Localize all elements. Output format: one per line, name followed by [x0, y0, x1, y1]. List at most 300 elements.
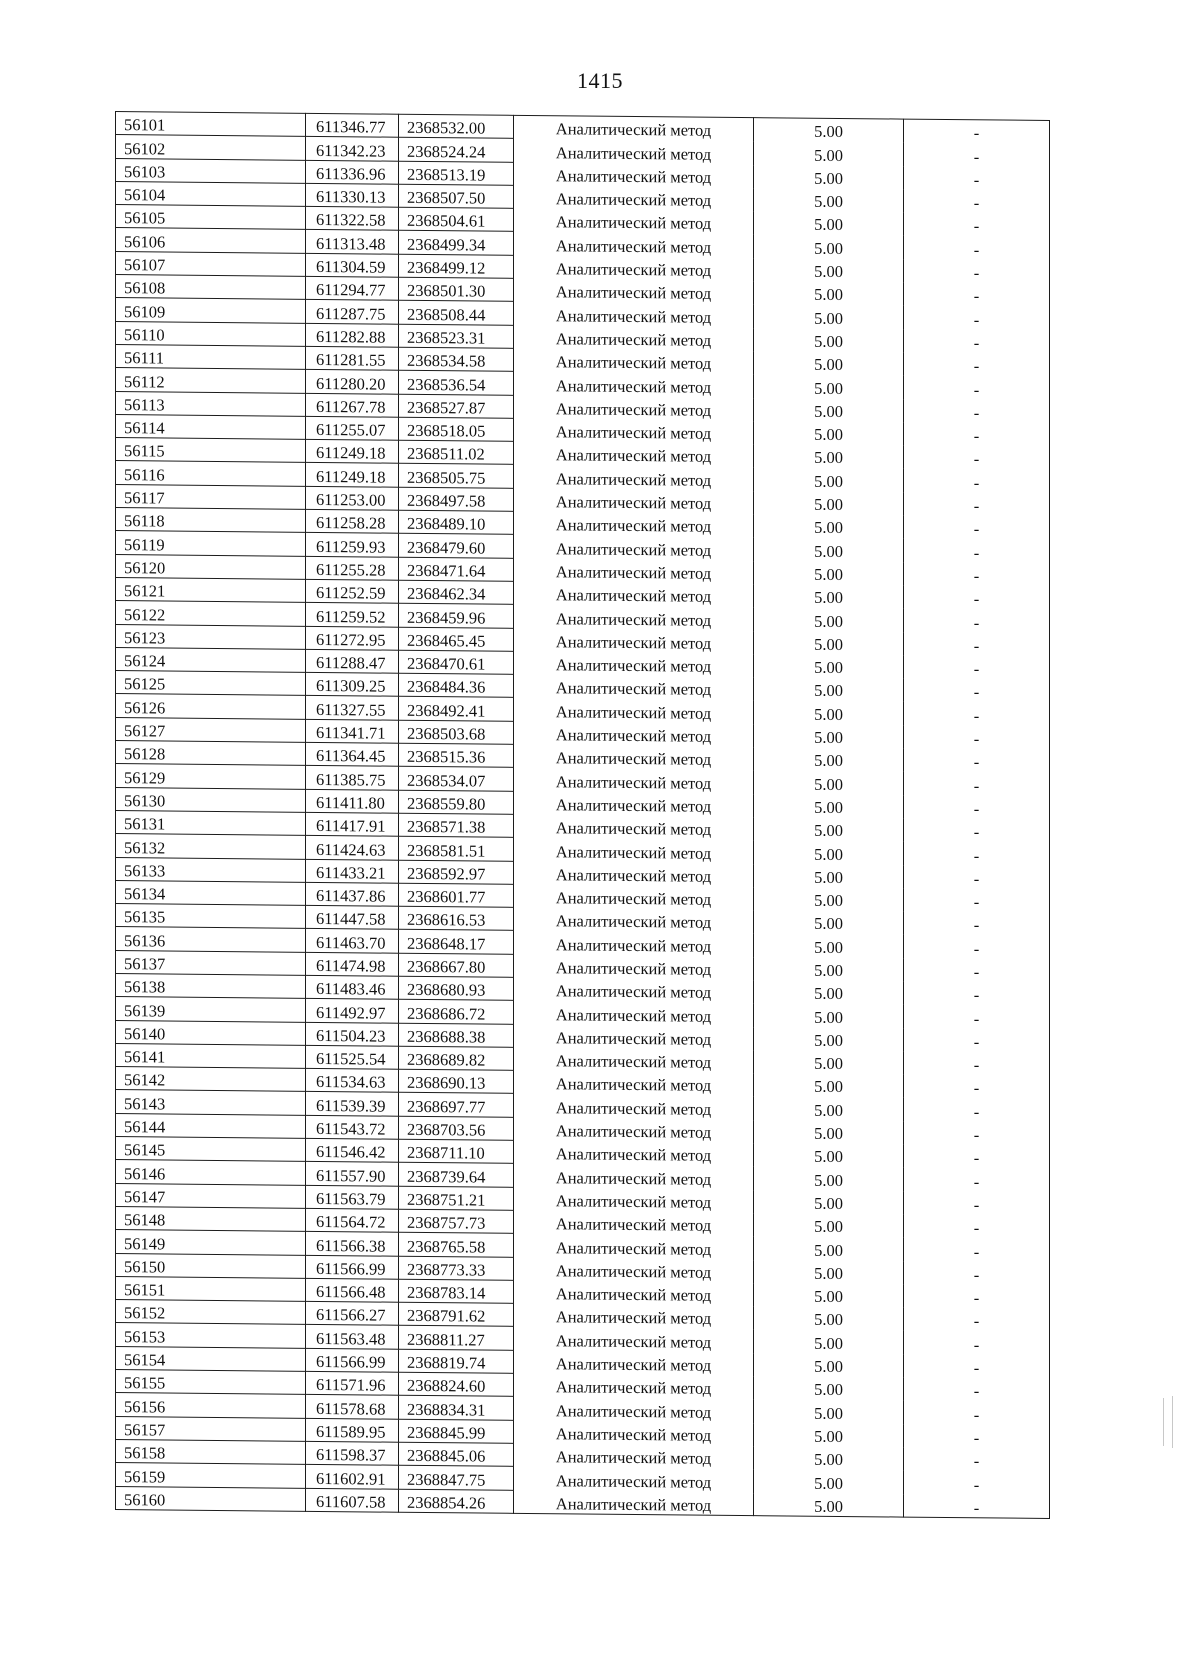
x-coordinate-cell: 611280.20: [306, 370, 399, 394]
point-id-cell: 56129: [116, 764, 306, 789]
y-coordinate-cell: 2368688.38: [399, 1023, 514, 1047]
method-cell: Аналитический метод: [514, 1420, 754, 1446]
dash-cell: -: [904, 1424, 1050, 1449]
method-cell: Аналитический метод: [514, 977, 754, 1003]
accuracy-cell: 5.00: [754, 1306, 904, 1331]
method-cell: Аналитический метод: [514, 348, 754, 374]
x-coordinate-cell: 611282.88: [306, 323, 399, 347]
dash-cell: -: [904, 212, 1050, 237]
dash-cell: -: [904, 888, 1050, 913]
point-id-cell: 56105: [116, 205, 306, 230]
dash-cell: -: [904, 911, 1050, 936]
x-coordinate-cell: 611417.91: [306, 812, 399, 836]
y-coordinate-cell: 2368505.75: [399, 464, 514, 488]
accuracy-cell: 5.00: [754, 1166, 904, 1191]
point-id-cell: 56158: [116, 1439, 306, 1464]
point-id-cell: 56148: [116, 1206, 306, 1231]
method-cell: Аналитический метод: [514, 768, 754, 794]
method-cell: Аналитический метод: [514, 838, 754, 864]
y-coordinate-cell: 2368471.64: [399, 557, 514, 581]
x-coordinate-cell: 611534.63: [306, 1069, 399, 1093]
dash-cell: -: [904, 795, 1050, 820]
accuracy-cell: 5.00: [754, 420, 904, 445]
dash-cell: -: [904, 1167, 1050, 1192]
y-coordinate-cell: 2368592.97: [399, 860, 514, 884]
page-number: 1415: [577, 68, 623, 93]
point-id-cell: 56145: [116, 1137, 306, 1162]
dash-cell: -: [904, 934, 1050, 959]
dash-cell: -: [904, 1098, 1050, 1123]
x-coordinate-cell: 611272.95: [306, 626, 399, 650]
dash-cell: -: [904, 236, 1050, 261]
y-coordinate-cell: 2368703.56: [399, 1116, 514, 1140]
method-cell: Аналитический метод: [514, 209, 754, 235]
point-id-cell: 56120: [116, 554, 306, 579]
x-coordinate-cell: 611336.96: [306, 160, 399, 184]
dash-cell: -: [904, 282, 1050, 307]
point-id-cell: 56138: [116, 973, 306, 998]
point-id-cell: 56114: [116, 414, 306, 439]
method-cell: Аналитический метод: [514, 278, 754, 304]
dash-cell: -: [904, 748, 1050, 773]
method-cell: Аналитический метод: [514, 1303, 754, 1329]
method-cell: Аналитический метод: [514, 535, 754, 561]
coordinates-table: [115, 111, 1050, 1519]
accuracy-cell: 5.00: [754, 1469, 904, 1494]
accuracy-cell: 5.00: [754, 397, 904, 422]
x-coordinate-cell: 611255.07: [306, 416, 399, 440]
x-coordinate-cell: 611255.28: [306, 556, 399, 580]
y-coordinate-cell: 2368667.80: [399, 953, 514, 977]
method-cell: Аналитический метод: [514, 1443, 754, 1469]
y-coordinate-cell: 2368791.62: [399, 1302, 514, 1326]
accuracy-cell: 5.00: [754, 1003, 904, 1028]
dash-cell: -: [904, 1307, 1050, 1332]
accuracy-cell: 5.00: [754, 188, 904, 213]
dash-cell: -: [904, 562, 1050, 587]
accuracy-cell: 5.00: [754, 653, 904, 678]
accuracy-cell: 5.00: [754, 1236, 904, 1261]
y-coordinate-cell: 2368523.31: [399, 324, 514, 348]
method-cell: Аналитический метод: [514, 511, 754, 537]
method-cell: Аналитический метод: [514, 674, 754, 700]
accuracy-cell: 5.00: [754, 1492, 904, 1517]
y-coordinate-cell: 2368690.13: [399, 1069, 514, 1093]
method-cell: Аналитический метод: [514, 372, 754, 398]
method-cell: Аналитический метод: [514, 558, 754, 584]
point-id-cell: 56104: [116, 181, 306, 206]
y-coordinate-cell: 2368757.73: [399, 1209, 514, 1233]
point-id-cell: 56153: [116, 1323, 306, 1348]
x-coordinate-cell: 611463.70: [306, 929, 399, 953]
dash-cell: -: [904, 1447, 1050, 1472]
x-coordinate-cell: 611566.99: [306, 1348, 399, 1372]
method-cell: Аналитический метод: [514, 744, 754, 770]
x-coordinate-cell: 611437.86: [306, 882, 399, 906]
dash-cell: -: [904, 818, 1050, 843]
dash-cell: -: [904, 469, 1050, 494]
y-coordinate-cell: 2368739.64: [399, 1163, 514, 1187]
x-coordinate-cell: 611602.91: [306, 1465, 399, 1489]
y-coordinate-cell: 2368680.93: [399, 976, 514, 1000]
accuracy-cell: 5.00: [754, 1119, 904, 1144]
accuracy-cell: 5.00: [754, 1143, 904, 1168]
x-coordinate-cell: 611346.77: [306, 113, 399, 137]
x-coordinate-cell: 611253.00: [306, 486, 399, 510]
x-coordinate-cell: 611571.96: [306, 1371, 399, 1395]
y-coordinate-cell: 2368497.58: [399, 487, 514, 511]
method-cell: Аналитический метод: [514, 628, 754, 654]
x-coordinate-cell: 611259.52: [306, 603, 399, 627]
dash-cell: -: [904, 678, 1050, 703]
y-coordinate-cell: 2368697.77: [399, 1093, 514, 1117]
dash-cell: -: [904, 608, 1050, 633]
method-cell: Аналитический метод: [514, 907, 754, 933]
x-coordinate-cell: 611304.59: [306, 253, 399, 277]
point-id-cell: 56134: [116, 880, 306, 905]
y-coordinate-cell: 2368489.10: [399, 510, 514, 534]
x-coordinate-cell: 611589.95: [306, 1418, 399, 1442]
point-id-cell: 56157: [116, 1416, 306, 1441]
y-coordinate-cell: 2368484.36: [399, 673, 514, 697]
point-id-cell: 56103: [116, 158, 306, 183]
y-coordinate-cell: 2368751.21: [399, 1186, 514, 1210]
scan-mark: [1163, 1398, 1164, 1446]
point-id-cell: 56144: [116, 1113, 306, 1138]
accuracy-cell: 5.00: [754, 1446, 904, 1471]
x-coordinate-cell: 611566.99: [306, 1255, 399, 1279]
y-coordinate-cell: 2368571.38: [399, 813, 514, 837]
x-coordinate-cell: 611607.58: [306, 1488, 399, 1512]
method-cell: Аналитический метод: [514, 954, 754, 980]
dash-cell: -: [904, 771, 1050, 796]
x-coordinate-cell: 611504.23: [306, 1022, 399, 1046]
y-coordinate-cell: 2368765.58: [399, 1232, 514, 1256]
accuracy-cell: 5.00: [754, 118, 904, 143]
point-id-cell: 56115: [116, 438, 306, 463]
dash-cell: -: [904, 981, 1050, 1006]
point-id-cell: 56117: [116, 484, 306, 509]
y-coordinate-cell: 2368536.54: [399, 370, 514, 394]
x-coordinate-cell: 611598.37: [306, 1441, 399, 1465]
accuracy-cell: 5.00: [754, 770, 904, 795]
x-coordinate-cell: 611252.59: [306, 579, 399, 603]
accuracy-cell: 5.00: [754, 327, 904, 352]
point-id-cell: 56150: [116, 1253, 306, 1278]
y-coordinate-cell: 2368501.30: [399, 277, 514, 301]
accuracy-cell: 5.00: [754, 537, 904, 562]
accuracy-cell: 5.00: [754, 211, 904, 236]
method-cell: Аналитический метод: [514, 395, 754, 421]
accuracy-cell: 5.00: [754, 351, 904, 376]
x-coordinate-cell: 611447.58: [306, 905, 399, 929]
dash-cell: -: [904, 958, 1050, 983]
accuracy-cell: 5.00: [754, 234, 904, 259]
x-coordinate-cell: 611566.38: [306, 1232, 399, 1256]
y-coordinate-cell: 2368462.34: [399, 580, 514, 604]
point-id-cell: 56109: [116, 298, 306, 323]
point-id-cell: 56152: [116, 1300, 306, 1325]
y-coordinate-cell: 2368854.26: [399, 1489, 514, 1513]
method-cell: Аналитический метод: [514, 139, 754, 165]
accuracy-cell: 5.00: [754, 560, 904, 585]
dash-cell: -: [904, 119, 1050, 144]
dash-cell: -: [904, 725, 1050, 750]
x-coordinate-cell: 611313.48: [306, 230, 399, 254]
point-id-cell: 56102: [116, 135, 306, 160]
point-id-cell: 56137: [116, 950, 306, 975]
x-coordinate-cell: 611578.68: [306, 1395, 399, 1419]
x-coordinate-cell: 611309.25: [306, 672, 399, 696]
y-coordinate-cell: 2368470.61: [399, 650, 514, 674]
method-cell: Аналитический метод: [514, 1094, 754, 1120]
x-coordinate-cell: 611525.54: [306, 1045, 399, 1069]
x-coordinate-cell: 611492.97: [306, 999, 399, 1023]
point-id-cell: 56107: [116, 251, 306, 276]
accuracy-cell: 5.00: [754, 630, 904, 655]
accuracy-cell: 5.00: [754, 1352, 904, 1377]
method-cell: Аналитический метод: [514, 1373, 754, 1399]
point-id-cell: 56139: [116, 997, 306, 1022]
y-coordinate-cell: 2368507.50: [399, 184, 514, 208]
dash-cell: -: [904, 305, 1050, 330]
y-coordinate-cell: 2368504.61: [399, 207, 514, 231]
method-cell: Аналитический метод: [514, 1001, 754, 1027]
x-coordinate-cell: 611330.13: [306, 183, 399, 207]
point-id-cell: 56121: [116, 577, 306, 602]
method-cell: Аналитический метод: [514, 1164, 754, 1190]
point-id-cell: 56101: [116, 112, 306, 137]
y-coordinate-cell: 2368686.72: [399, 1000, 514, 1024]
point-id-cell: 56156: [116, 1393, 306, 1418]
point-id-cell: 56146: [116, 1160, 306, 1185]
y-coordinate-cell: 2368508.44: [399, 301, 514, 325]
method-cell: Аналитический метод: [514, 1490, 754, 1516]
point-id-cell: 56149: [116, 1230, 306, 1255]
point-id-cell: 56111: [116, 344, 306, 369]
x-coordinate-cell: 611342.23: [306, 137, 399, 161]
method-cell: Аналитический метод: [514, 1210, 754, 1236]
y-coordinate-cell: 2368503.68: [399, 720, 514, 744]
accuracy-cell: 5.00: [754, 444, 904, 469]
x-coordinate-cell: 611543.72: [306, 1115, 399, 1139]
dash-cell: -: [904, 329, 1050, 354]
dash-cell: -: [904, 142, 1050, 167]
accuracy-cell: 5.00: [754, 1376, 904, 1401]
method-cell: Аналитический метод: [514, 1234, 754, 1260]
method-cell: Аналитический метод: [514, 1257, 754, 1283]
y-coordinate-cell: 2368845.99: [399, 1419, 514, 1443]
y-coordinate-cell: 2368689.82: [399, 1046, 514, 1070]
dash-cell: -: [904, 632, 1050, 657]
dash-cell: -: [904, 538, 1050, 563]
accuracy-cell: 5.00: [754, 933, 904, 958]
method-cell: Аналитический метод: [514, 232, 754, 258]
accuracy-cell: 5.00: [754, 374, 904, 399]
point-id-cell: 56159: [116, 1463, 306, 1488]
point-id-cell: 56133: [116, 857, 306, 882]
method-cell: Аналитический метод: [514, 488, 754, 514]
dash-cell: -: [904, 1004, 1050, 1029]
accuracy-cell: 5.00: [754, 910, 904, 935]
dash-cell: -: [904, 375, 1050, 400]
y-coordinate-cell: 2368811.27: [399, 1326, 514, 1350]
y-coordinate-cell: 2368518.05: [399, 417, 514, 441]
method-cell: Аналитический метод: [514, 721, 754, 747]
method-cell: Аналитический метод: [514, 791, 754, 817]
dash-cell: -: [904, 1261, 1050, 1286]
x-coordinate-cell: 611411.80: [306, 789, 399, 813]
dash-cell: -: [904, 701, 1050, 726]
accuracy-cell: 5.00: [754, 817, 904, 842]
point-id-cell: 56126: [116, 694, 306, 719]
method-cell: Аналитический метод: [514, 465, 754, 491]
dash-cell: -: [904, 1191, 1050, 1216]
method-cell: Аналитический метод: [514, 1117, 754, 1143]
x-coordinate-cell: 611483.46: [306, 975, 399, 999]
y-coordinate-cell: 2368532.00: [399, 114, 514, 138]
point-id-cell: 56151: [116, 1276, 306, 1301]
point-id-cell: 56125: [116, 671, 306, 696]
point-id-cell: 56124: [116, 647, 306, 672]
method-cell: Аналитический метод: [514, 1140, 754, 1166]
x-coordinate-cell: 611424.63: [306, 836, 399, 860]
accuracy-cell: 5.00: [754, 490, 904, 515]
y-coordinate-cell: 2368499.34: [399, 231, 514, 255]
point-id-cell: 56123: [116, 624, 306, 649]
y-coordinate-cell: 2368845.06: [399, 1442, 514, 1466]
x-coordinate-cell: 611281.55: [306, 346, 399, 370]
x-coordinate-cell: 611433.21: [306, 859, 399, 883]
accuracy-cell: 5.00: [754, 793, 904, 818]
accuracy-cell: 5.00: [754, 980, 904, 1005]
dash-cell: -: [904, 655, 1050, 680]
x-coordinate-cell: 611546.42: [306, 1138, 399, 1162]
method-cell: Аналитический метод: [514, 441, 754, 467]
point-id-cell: 56106: [116, 228, 306, 253]
accuracy-cell: 5.00: [754, 1189, 904, 1214]
method-cell: Аналитический метод: [514, 1047, 754, 1073]
point-id-cell: 56113: [116, 391, 306, 416]
y-coordinate-cell: 2368581.51: [399, 836, 514, 860]
x-coordinate-cell: 611566.27: [306, 1301, 399, 1325]
accuracy-cell: 5.00: [754, 164, 904, 189]
accuracy-cell: 5.00: [754, 1259, 904, 1284]
y-coordinate-cell: 2368511.02: [399, 440, 514, 464]
y-coordinate-cell: 2368479.60: [399, 534, 514, 558]
accuracy-cell: 5.00: [754, 281, 904, 306]
method-cell: Аналитический метод: [514, 651, 754, 677]
y-coordinate-cell: 2368847.75: [399, 1465, 514, 1489]
point-id-cell: 56130: [116, 787, 306, 812]
x-coordinate-cell: 611258.28: [306, 509, 399, 533]
accuracy-cell: 5.00: [754, 1096, 904, 1121]
x-coordinate-cell: 611259.93: [306, 533, 399, 557]
scan-mark: [1172, 1396, 1173, 1448]
dash-cell: -: [904, 1470, 1050, 1495]
point-id-cell: 56147: [116, 1183, 306, 1208]
method-cell: Аналитический метод: [514, 931, 754, 957]
point-id-cell: 56112: [116, 368, 306, 393]
accuracy-cell: 5.00: [754, 304, 904, 329]
point-id-cell: 56160: [116, 1486, 306, 1511]
point-id-cell: 56136: [116, 927, 306, 952]
dash-cell: -: [904, 1074, 1050, 1099]
accuracy-cell: 5.00: [754, 1026, 904, 1051]
accuracy-cell: 5.00: [754, 700, 904, 725]
dash-cell: -: [904, 1144, 1050, 1169]
accuracy-cell: 5.00: [754, 677, 904, 702]
y-coordinate-cell: 2368601.77: [399, 883, 514, 907]
y-coordinate-cell: 2368527.87: [399, 394, 514, 418]
dash-cell: -: [904, 1354, 1050, 1379]
method-cell: Аналитический метод: [514, 605, 754, 631]
point-id-cell: 56132: [116, 834, 306, 859]
dash-cell: -: [904, 399, 1050, 424]
point-id-cell: 56154: [116, 1346, 306, 1371]
point-id-cell: 56142: [116, 1067, 306, 1092]
x-coordinate-cell: 611288.47: [306, 649, 399, 673]
y-coordinate-cell: 2368711.10: [399, 1139, 514, 1163]
coordinates-table-body: [116, 112, 1050, 1519]
x-coordinate-cell: 611322.58: [306, 207, 399, 231]
dash-cell: -: [904, 166, 1050, 191]
method-cell: Аналитический метод: [514, 302, 754, 328]
accuracy-cell: 5.00: [754, 257, 904, 282]
accuracy-cell: 5.00: [754, 1329, 904, 1354]
point-id-cell: 56122: [116, 601, 306, 626]
dash-cell: -: [904, 422, 1050, 447]
point-id-cell: 56119: [116, 531, 306, 556]
method-cell: Аналитический метод: [514, 255, 754, 281]
accuracy-cell: 5.00: [754, 1213, 904, 1238]
y-coordinate-cell: 2368783.14: [399, 1279, 514, 1303]
accuracy-cell: 5.00: [754, 1282, 904, 1307]
method-cell: Аналитический метод: [514, 1350, 754, 1376]
x-coordinate-cell: 611341.71: [306, 719, 399, 743]
accuracy-cell: 5.00: [754, 607, 904, 632]
dash-cell: -: [904, 515, 1050, 540]
dash-cell: -: [904, 189, 1050, 214]
x-coordinate-cell: 611327.55: [306, 696, 399, 720]
method-cell: Аналитический метод: [514, 1070, 754, 1096]
y-coordinate-cell: 2368513.19: [399, 161, 514, 185]
x-coordinate-cell: 611557.90: [306, 1162, 399, 1186]
y-coordinate-cell: 2368465.45: [399, 627, 514, 651]
method-cell: Аналитический метод: [514, 1327, 754, 1353]
accuracy-cell: 5.00: [754, 584, 904, 609]
method-cell: Аналитический метод: [514, 1024, 754, 1050]
dash-cell: -: [904, 352, 1050, 377]
dash-cell: -: [904, 1051, 1050, 1076]
method-cell: Аналитический метод: [514, 1467, 754, 1493]
point-id-cell: 56135: [116, 904, 306, 929]
y-coordinate-cell: 2368834.31: [399, 1396, 514, 1420]
accuracy-cell: 5.00: [754, 1073, 904, 1098]
dash-cell: -: [904, 1237, 1050, 1262]
accuracy-cell: 5.00: [754, 863, 904, 888]
accuracy-cell: 5.00: [754, 956, 904, 981]
accuracy-cell: 5.00: [754, 467, 904, 492]
y-coordinate-cell: 2368819.74: [399, 1349, 514, 1373]
point-id-cell: 56140: [116, 1020, 306, 1045]
method-cell: Аналитический метод: [514, 861, 754, 887]
x-coordinate-cell: 611474.98: [306, 952, 399, 976]
dash-cell: -: [904, 1494, 1050, 1519]
point-id-cell: 56116: [116, 461, 306, 486]
point-id-cell: 56155: [116, 1370, 306, 1395]
point-id-cell: 56141: [116, 1043, 306, 1068]
